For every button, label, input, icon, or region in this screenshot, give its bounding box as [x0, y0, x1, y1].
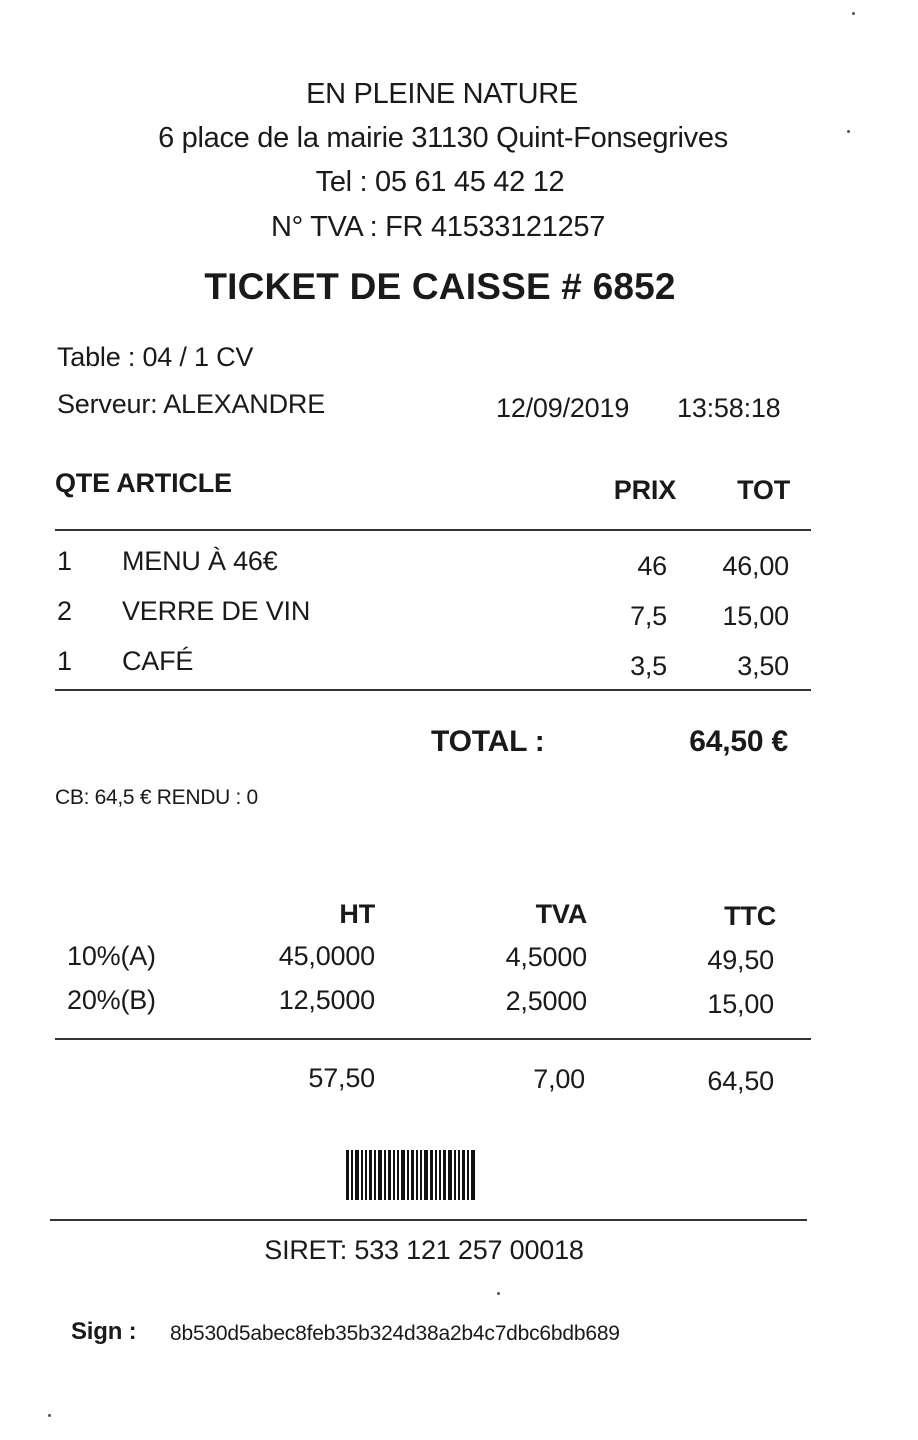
scan-speck [847, 130, 850, 133]
table-info: Table : 04 / 1 CV [57, 342, 254, 372]
vat-col-ht: HT [339, 899, 375, 929]
barcode-bar [346, 1150, 349, 1200]
barcode-bar [355, 1150, 359, 1200]
vat-ttc: 49,50 [707, 945, 774, 975]
barcode-bar [411, 1150, 414, 1200]
footer-divider [50, 1219, 807, 1221]
barcode-bar [369, 1150, 372, 1200]
vat-total-tva: 7,00 [533, 1064, 585, 1094]
barcode-bar [361, 1150, 363, 1200]
barcode-bar [365, 1150, 367, 1200]
vat-ttc: 15,00 [707, 989, 774, 1019]
barcode-bar [454, 1150, 456, 1200]
barcode-bar [448, 1150, 452, 1200]
barcode-bar [420, 1150, 422, 1200]
barcode-bar [443, 1150, 446, 1200]
total-label: TOTAL : [431, 725, 545, 758]
ticket-time: 13:58:18 [677, 393, 781, 423]
item-total: 3,50 [737, 651, 789, 681]
shop-name: EN PLEINE NATURE [306, 78, 578, 110]
col-qty-article: QTE ARTICLE [55, 468, 232, 498]
barcode-bar [462, 1150, 465, 1200]
barcode-bar [424, 1150, 428, 1200]
shop-phone: Tel : 05 61 45 42 12 [315, 166, 565, 198]
item-total: 46,00 [722, 551, 789, 581]
item-price: 3,5 [630, 651, 667, 681]
barcode-bar [378, 1150, 382, 1200]
barcode-bar [384, 1150, 386, 1200]
vat-total-ht: 57,50 [308, 1063, 375, 1093]
vat-ht: 45,0000 [278, 941, 375, 971]
barcode-bar [430, 1150, 433, 1200]
ticket-title: TICKET DE CAISSE # 6852 [204, 266, 676, 307]
barcode-bar [388, 1150, 391, 1200]
vat-ht: 12,5000 [278, 985, 375, 1015]
vat-number: N° TVA : FR 41533121257 [270, 211, 606, 243]
item-name: VERRE DE VIN [122, 596, 311, 626]
item-price: 7,5 [630, 601, 667, 631]
vat-col-tva: TVA [535, 899, 587, 929]
barcode-bar [435, 1150, 437, 1200]
barcode-bar [397, 1150, 399, 1200]
sign-label: Sign : [71, 1318, 137, 1345]
item-qty: 1 [57, 546, 72, 576]
barcode-bar [439, 1150, 441, 1200]
shop-address: 6 place de la mairie 31130 Quint-Fonsegrives [158, 122, 728, 154]
vat-col-ttc: TTC [724, 901, 776, 931]
item-name: MENU À 46€ [122, 546, 278, 576]
barcode-bar [416, 1150, 418, 1200]
scan-speck [48, 1414, 51, 1417]
barcode-bar [407, 1150, 409, 1200]
items-bottom-divider [55, 689, 811, 691]
siret: SIRET: 533 121 257 00018 [264, 1235, 584, 1265]
vat-tva: 4,5000 [505, 942, 587, 972]
barcode-bar [374, 1150, 376, 1200]
ticket-date: 12/09/2019 [496, 393, 630, 423]
server-info: Serveur: ALEXANDRE [57, 389, 326, 419]
vat-tva: 2,5000 [505, 986, 587, 1016]
barcode-bar [393, 1150, 395, 1200]
barcode [346, 1150, 510, 1200]
vat-rate: 10%(A) [67, 941, 156, 971]
barcode-bar [458, 1150, 460, 1200]
barcode-bar [351, 1150, 353, 1200]
scan-speck [852, 12, 855, 15]
barcode-bar [467, 1150, 469, 1200]
item-qty: 2 [57, 596, 72, 626]
item-name: CAFÉ [122, 646, 194, 676]
payment-info: CB: 64,5 € RENDU : 0 [55, 786, 258, 809]
total-value: 64,50 € [689, 725, 788, 758]
scan-speck [497, 1292, 500, 1295]
col-total: TOT [737, 475, 790, 505]
vat-divider [55, 1038, 811, 1040]
item-price: 46 [637, 551, 667, 581]
barcode-bar [471, 1150, 475, 1200]
col-price: PRIX [613, 475, 676, 505]
vat-total-ttc: 64,50 [707, 1066, 774, 1096]
items-top-divider [55, 529, 811, 531]
item-total: 15,00 [722, 601, 789, 631]
item-qty: 1 [57, 646, 72, 676]
barcode-bar [401, 1150, 405, 1200]
vat-rate: 20%(B) [67, 985, 156, 1015]
sign-hash: 8b530d5abec8feb35b324d38a2b4c7dbc6bdb689 [170, 1322, 620, 1345]
